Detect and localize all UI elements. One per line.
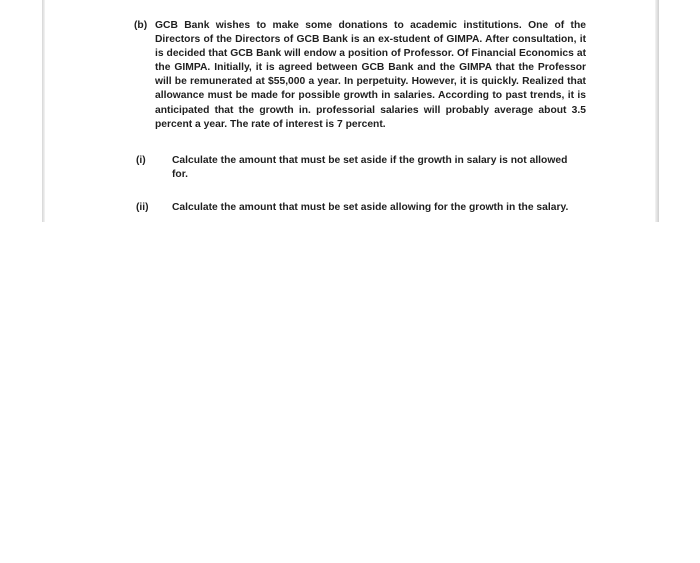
page-right-edge (655, 0, 659, 222)
subquestion-ii (134, 201, 586, 215)
question-text: GCB Bank wishes to make some donations to academic institutions. One of the Directors of the Directors of GCB Bank is an ex-student of GIMPA. After consultation, it is decided that GCB Bank will endow a position of Professor. Of Financial Economics at the GIMPA. Initially, it is agreed between GCB Bank and the GIMPA that the Professor will be remunerated at $55,000 a year. In perpetuity. However, it is quickly. Realized that allowance must be made for possible growth in salaries. According to past trends, it is anticipated that the growth in. professorial salaries will probably average about 3.5 percent a year. The rate of interest is 7 percent. (155, 20, 586, 130)
question-b (134, 19, 586, 132)
question-label: (b) (134, 20, 148, 31)
subquestion-label: (ii) (136, 202, 149, 213)
subquestion-label: (i) (136, 155, 146, 166)
subquestion-text: Calculate the amount that must be set aside if the growth in salary is not allowed for. (172, 155, 568, 181)
page-left-edge (42, 0, 45, 222)
subquestion-text: Calculate the amount that must be set aside allowing for the growth in the salary. (172, 202, 569, 213)
subquestion-i (134, 154, 586, 182)
